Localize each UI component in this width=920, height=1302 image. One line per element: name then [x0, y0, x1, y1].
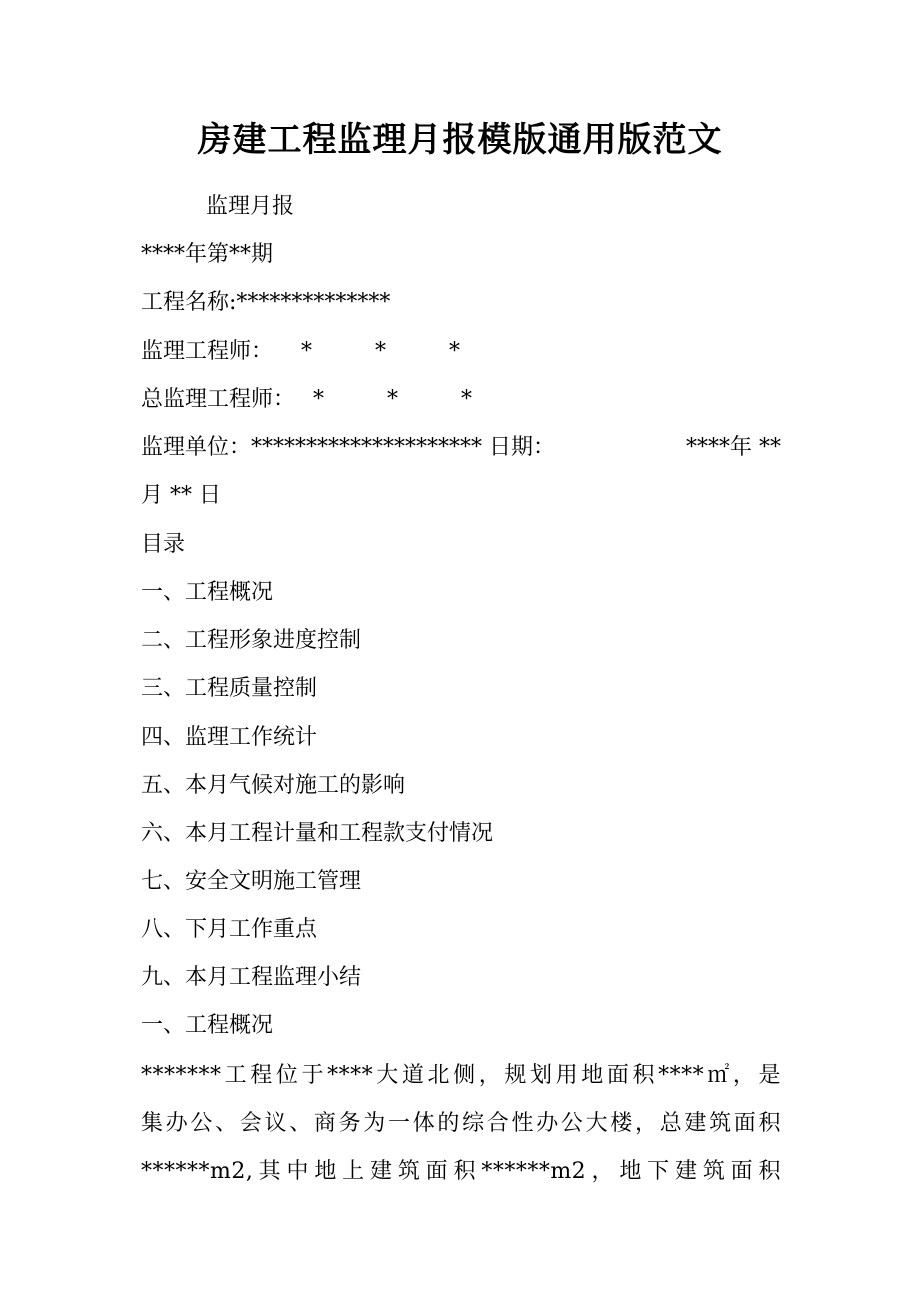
- toc-item: 三、工程质量控制: [141, 676, 318, 701]
- toc-item: 二、工程形象进度控制: [141, 628, 362, 653]
- toc-item: 八、下月工作重点: [141, 917, 318, 942]
- engineer-value: * * *: [301, 339, 489, 364]
- chief-engineer-label: 总监理工程师：: [141, 387, 296, 412]
- section-heading: 一、工程概况: [141, 1013, 274, 1038]
- engineer-label: 监理工程师：: [141, 339, 274, 364]
- toc-heading: 目录: [141, 532, 186, 557]
- engineer-line: [141, 337, 488, 367]
- supervision-unit-line: [141, 433, 781, 463]
- project-name: 工程名称:**************: [141, 290, 391, 315]
- toc-item: 一、工程概况: [141, 580, 274, 605]
- chief-engineer-value: * * *: [313, 387, 501, 412]
- toc-item: 四、监理工作统计: [141, 725, 318, 750]
- toc-item: 五、本月气候对施工的影响: [141, 773, 406, 798]
- toc-item: 六、本月工程计量和工程款支付情况: [141, 821, 494, 846]
- toc-item: 七、安全文明施工管理: [141, 869, 362, 894]
- document-title: 房建工程监理月报模版通用版范文: [197, 120, 723, 160]
- body-line: *******工程位于****大道北侧，规划用地面积****㎡，是: [141, 1063, 781, 1088]
- body-line: 集办公、会议、商务为一体的综合性办公大楼，总建筑面积: [141, 1111, 781, 1136]
- report-date-continued: 月 ** 日: [141, 483, 221, 508]
- report-subtitle: 监理月报: [206, 194, 295, 219]
- toc-item: 九、本月工程监理小结: [141, 965, 362, 990]
- issue-number: ****年第**期: [141, 242, 274, 267]
- supervision-unit: 监理单位：********************* 日期：: [141, 435, 555, 460]
- report-date-year: ****年 **: [686, 435, 781, 460]
- body-line: ******m2,其中地上建筑面积******m2，地下建筑面积: [141, 1159, 781, 1184]
- chief-engineer-line: [141, 385, 500, 415]
